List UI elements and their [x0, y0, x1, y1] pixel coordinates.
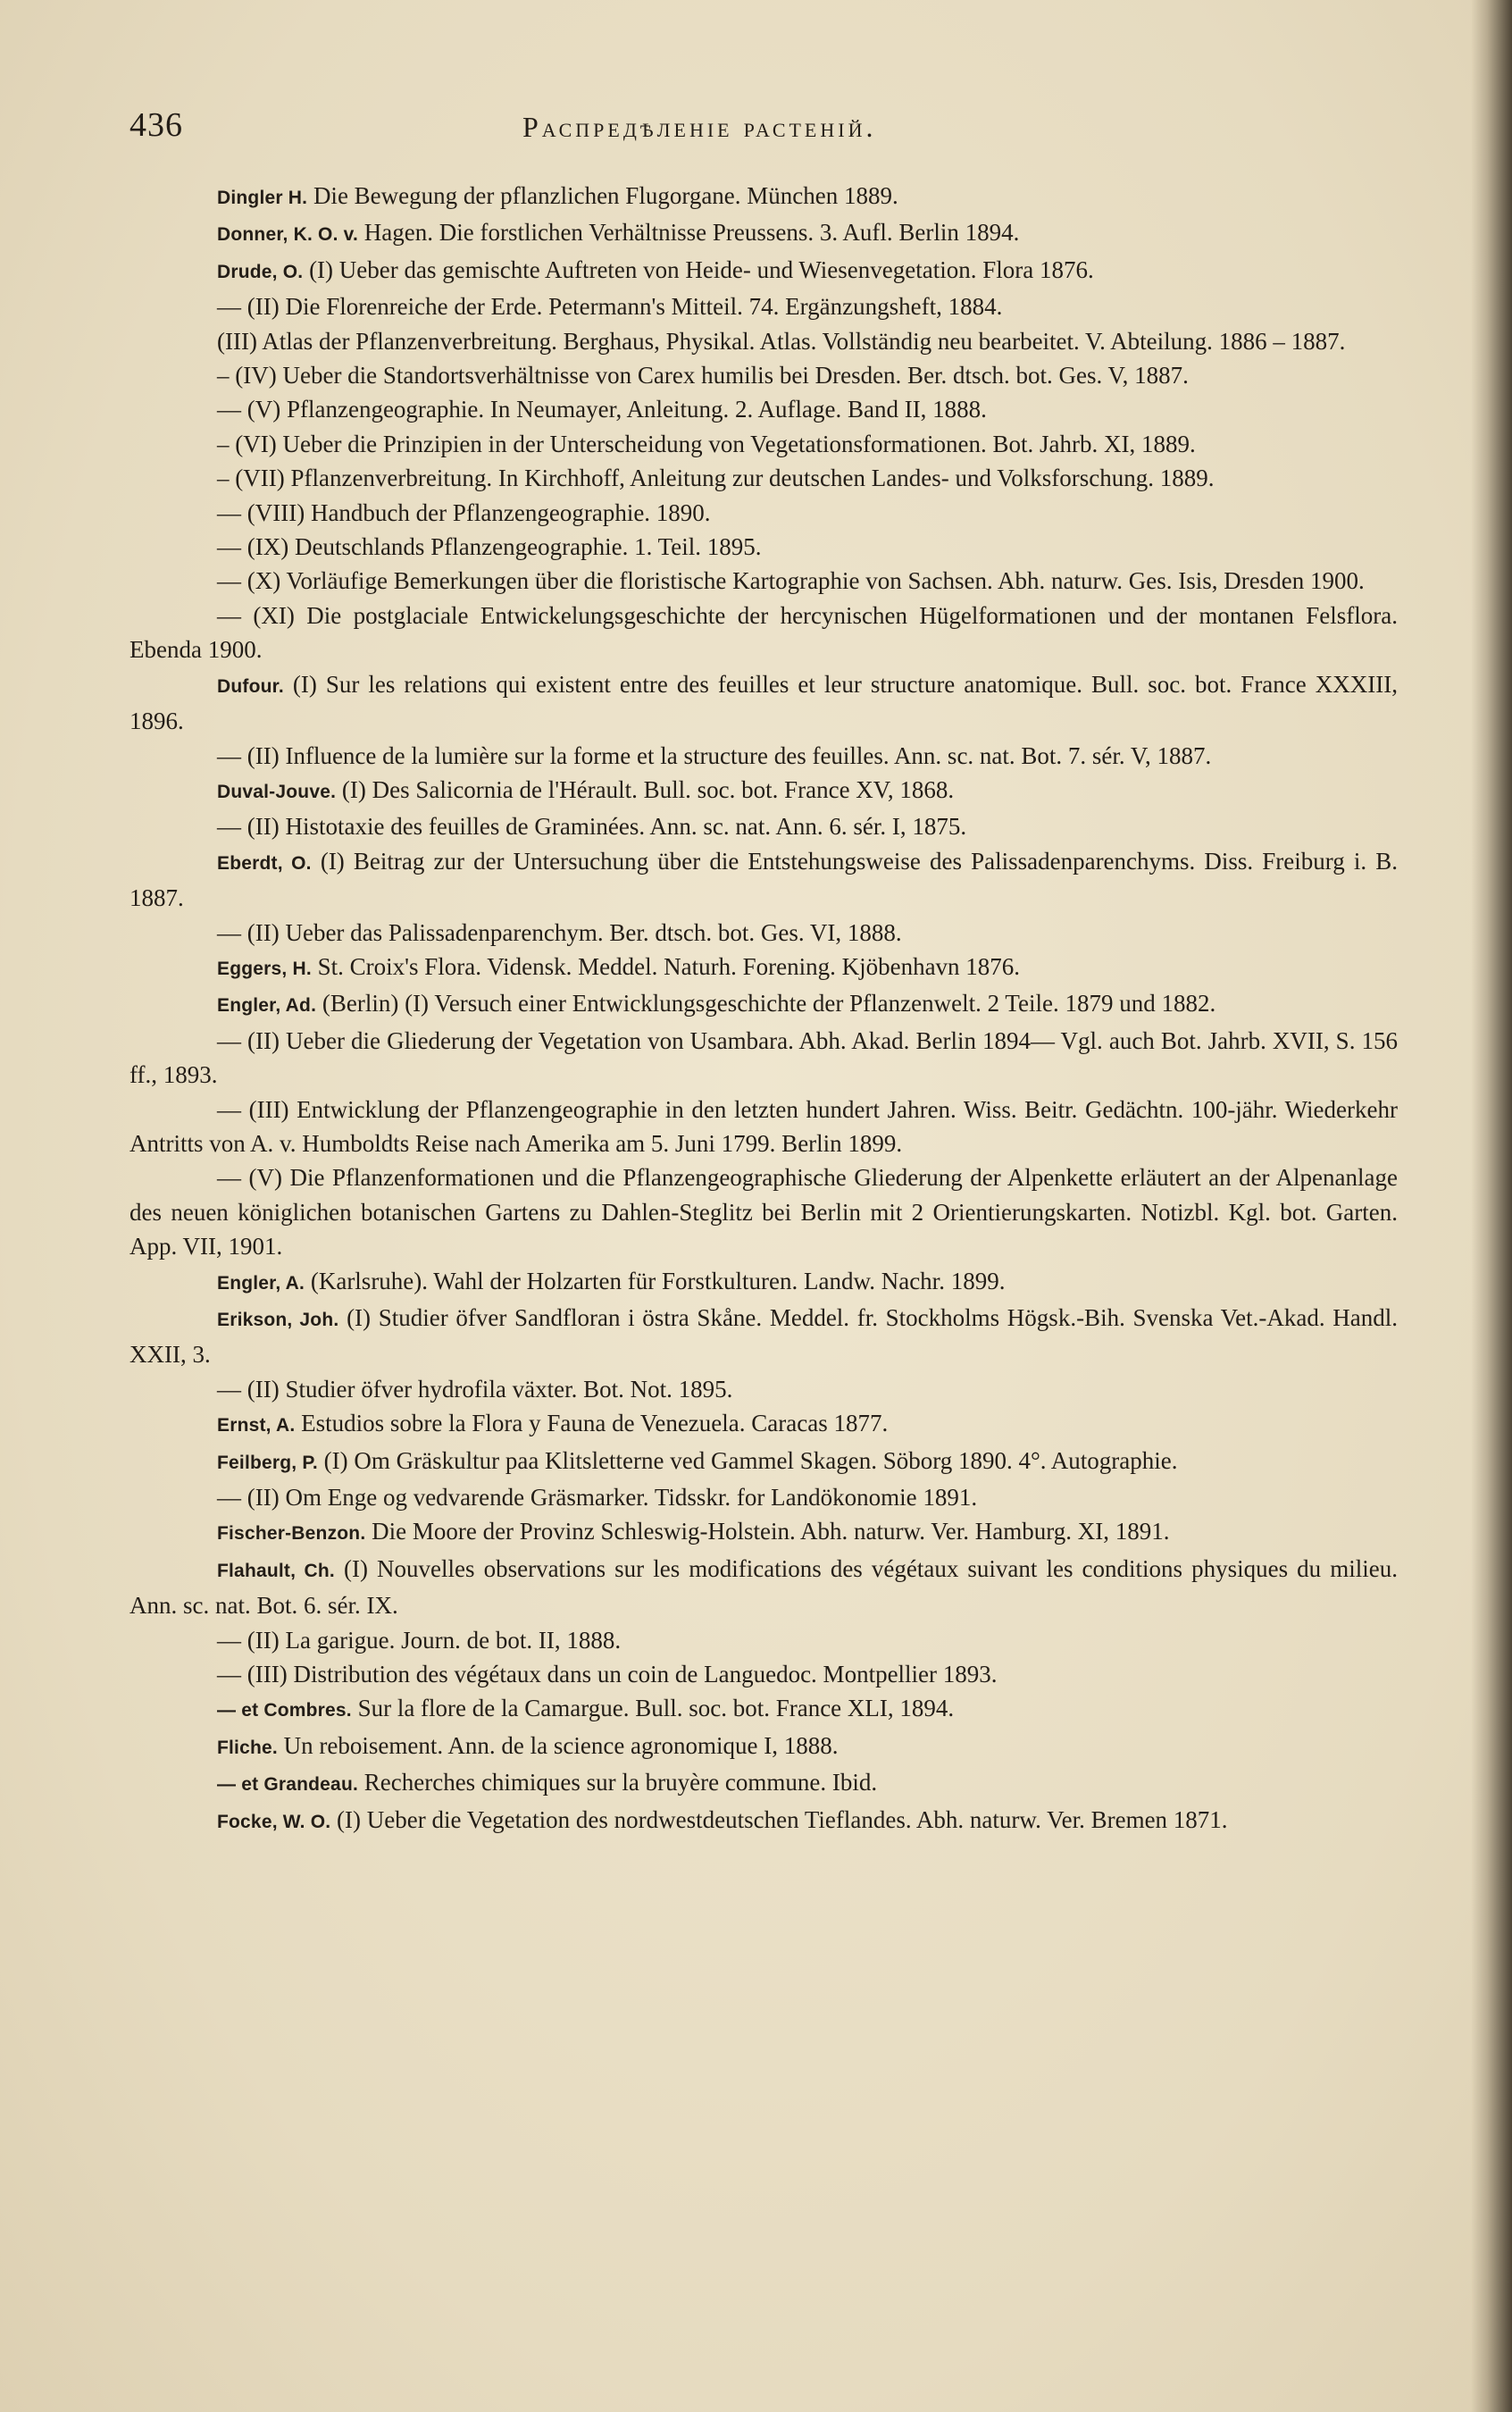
entry-text: — (V) Die Pflanzenformationen und die Pflanzengeographische Gliederung der Alpenkette erläutert an der Alpenanlage des neuen königlichen botanischen Gartens zu Dahlen-Steglitz bei Berlin mit 2 Orientierungskarten. Notizbl. Kgl. bot. Garten. App. VII, 1901.	[129, 1164, 1398, 1260]
bibliography-entry	[129, 1691, 1398, 1728]
entry-author: Dingler H.	[217, 188, 308, 208]
entry-text: (I) Sur les relations qui existent entre des feuilles et leur structure anatomique. Bull. soc. bot. France XXXIII, 1896.	[129, 670, 1398, 735]
page-edge-shadow	[1471, 0, 1512, 2412]
bibliography-entry	[129, 1623, 1398, 1657]
entry-text: Un reboisement. Ann. de la science agronomique I, 1888.	[283, 1731, 839, 1759]
entry-author: Focke, W. O.	[217, 1811, 331, 1832]
bibliography-entry	[129, 599, 1398, 667]
entry-text: (I) Ueber die Vegetation des nordwestdeutschen Tieflandes. Abh. naturw. Ver. Bremen 1871.	[337, 1805, 1228, 1833]
bibliography-entry	[129, 773, 1398, 809]
entry-text: — (II) Studier öfver hydrofila växter. Bot. Not. 1895.	[217, 1375, 733, 1403]
entry-text: — (II) Die Florenreiche der Erde. Petermann's Mitteil. 74. Ergänzungsheft, 1884.	[217, 293, 1003, 321]
bibliography-entry	[129, 739, 1398, 773]
entry-text: — (III) Distribution des végétaux dans un coin de Languedoc. Montpellier 1893.	[217, 1661, 998, 1688]
entry-text: — (III) Entwicklung der Pflanzengeographie in den letzten hundert Jahren. Wiss. Beitr. Gedächtn. 100-jähr. Wiederkehr Antritts von A. v. Humboldts Reise nach Amerika am 5. Juni 1799. Berlin 1899.	[129, 1095, 1398, 1157]
entry-text: (I) Des Salicornia de l'Hérault. Bull. soc. bot. France XV, 1868.	[341, 775, 955, 803]
bibliography-entry	[129, 1657, 1398, 1691]
bibliography-entry	[129, 564, 1398, 598]
bibliography-entry	[129, 1301, 1398, 1372]
entry-text: Hagen. Die forstlichen Verhältnisse Preussens. 3. Aufl. Berlin 1894.	[363, 219, 1020, 247]
entry-text: — (II) La garigue. Journ. de bot. II, 1888.	[217, 1626, 622, 1654]
entry-text: Die Moore der Provinz Schleswig-Holstein. Abh. naturw. Ver. Hamburg. XI, 1891.	[372, 1518, 1170, 1545]
bibliography-entry	[129, 324, 1398, 358]
bibliography-entry	[129, 1406, 1398, 1443]
bibliography-entry	[129, 427, 1398, 461]
entry-text: (I) Nouvelles observations sur les modifications des végétaux suivant les conditions physiques du milieu. Ann. sc. nat. Bot. 6. sér. IX.	[129, 1554, 1398, 1620]
entry-text: – (VI) Ueber die Prinzipien in der Unterscheidung von Vegetationsformationen. Bot. Jahrb. XI, 1889.	[217, 430, 1196, 457]
bibliography-entry	[129, 215, 1398, 252]
entry-text: (I) Studier öfver Sandfloran i östra Skåne. Meddel. fr. Stockholms Högsk.-Bih. Svenska Vet.-Akad. Handl. XXII, 3.	[129, 1304, 1399, 1369]
entry-text: — (V) Pflanzengeographie. In Neumayer, Anleitung. 2. Auflage. Band II, 1888.	[217, 396, 987, 423]
entry-author: Ernst, A.	[217, 1415, 296, 1436]
bibliography-entry	[129, 667, 1398, 739]
entry-author: Fliche.	[217, 1737, 278, 1758]
entry-author: Dufour.	[217, 675, 284, 697]
bibliography-entry	[129, 253, 1398, 289]
entry-author: Flahault, Ch.	[217, 1560, 335, 1581]
entry-text: — (II) Histotaxie des feuilles de Graminées. Ann. sc. nat. Ann. 6. sér. I, 1875.	[217, 813, 967, 841]
entry-text: (Berlin) (I) Versuch einer Entwicklungsgeschichte der Pflanzenwelt. 2 Teile. 1879 und 1882.	[322, 990, 1216, 1018]
entry-text: (I) Beitrag zur der Untersuchung über die Entstehungsweise des Palissadenparenchyms. Diss. Freiburg i. B. 1887.	[129, 847, 1398, 912]
bibliography-list	[129, 179, 1398, 1839]
bibliography-entry	[129, 1264, 1398, 1301]
bibliography-entry	[129, 1803, 1398, 1839]
entry-author: Duval-Jouve.	[217, 781, 337, 802]
entry-author: Fischer-Benzon.	[217, 1523, 366, 1545]
bibliography-entry	[129, 1093, 1398, 1161]
entry-author: Erikson, Joh.	[217, 1310, 339, 1330]
entry-text: — (VIII) Handbuch der Pflanzengeographie. 1890.	[217, 498, 711, 526]
entry-text: — (II) Influence de la lumière sur la forme et la structure des feuilles. Ann. sc. nat. Bot. 7. sér. V, 1887.	[217, 741, 1212, 769]
entry-text: (Karlsruhe). Wahl der Holzarten für Forstkulturen. Landw. Nachr. 1899.	[310, 1267, 1006, 1294]
bibliography-entry	[129, 1552, 1398, 1623]
entry-text: — (II) Ueber das Palissadenparenchym. Ber. dtsch. bot. Ges. VI, 1888.	[217, 918, 902, 946]
page-header	[129, 105, 1398, 159]
bibliography-entry	[129, 461, 1398, 495]
bibliography-entry	[129, 496, 1398, 530]
entry-author: Eberdt, O.	[217, 852, 312, 874]
bibliography-entry	[129, 179, 1398, 215]
entry-author: Drude, O.	[217, 261, 304, 282]
entry-author: — et Combres.	[217, 1700, 352, 1721]
entry-text: — (X) Vorläufige Bemerkungen über die floristische Kartographie von Sachsen. Abh. naturw. Ges. Isis, Dresden 1900.	[217, 567, 1365, 595]
entry-text: (I) Om Gräskultur paa Klitsletterne ved Gammel Skagen. Söborg 1890. 4°. Autographie.	[323, 1446, 1178, 1474]
entry-author: — et Grandeau.	[217, 1774, 359, 1796]
bibliography-entry	[129, 1729, 1398, 1765]
running-head: Распредѣленіе растеній.	[522, 111, 877, 143]
entry-text: — (XI) Die postglaciale Entwickelungsgeschichte der hercynischen Hügelformationen und der montanen Felsflora. Ebenda 1900.	[129, 601, 1398, 664]
bibliography-entry	[129, 1480, 1398, 1514]
page-number: 436	[129, 106, 183, 144]
entry-text: Recherches chimiques sur la bruyère commune. Ibid.	[363, 1769, 878, 1796]
bibliography-entry	[129, 358, 1398, 392]
bibliography-entry	[129, 1372, 1398, 1406]
bibliography-entry	[129, 530, 1398, 564]
entry-text: – (VII) Pflanzenverbreitung. In Kirchhoff, Anleitung zur deutschen Landes- und Volksforschung. 1889.	[217, 465, 1215, 492]
entry-author: Eggers, H.	[217, 958, 312, 979]
entry-text: (I) Ueber das gemischte Auftreten von Heide- und Wiesenvegetation. Flora 1876.	[309, 255, 1094, 283]
entry-text: Sur la flore de la Camargue. Bull. soc. bot. France XLI, 1894.	[357, 1695, 955, 1722]
entry-author: Engler, A.	[217, 1272, 305, 1294]
bibliography-entry	[129, 986, 1398, 1023]
bibliography-entry	[129, 844, 1398, 916]
bibliography-entry	[129, 289, 1398, 323]
bibliography-entry	[129, 1765, 1398, 1802]
entry-text: St. Croix's Flora. Vidensk. Meddel. Naturh. Forening. Kjöbenhavn 1876.	[317, 952, 1021, 980]
entry-author: Engler, Ad.	[217, 995, 317, 1017]
entry-text: — (IX) Deutschlands Pflanzengeographie. 1. Teil. 1895.	[217, 533, 762, 561]
entry-text: Die Bewegung der pflanzlichen Flugorgane. München 1889.	[313, 182, 898, 209]
entry-text: (III) Atlas der Pflanzenverbreitung. Berghaus, Physikal. Atlas. Vollständig neu bearbeitet. V. Abteilung. 1886 – 1887.	[217, 327, 1346, 355]
entry-text: – (IV) Ueber die Standortsverhältnisse von Carex humilis bei Dresden. Ber. dtsch. bot. Ges. V, 1887.	[217, 362, 1189, 389]
bibliography-entry	[129, 1160, 1398, 1263]
entry-author: Feilberg, P.	[217, 1452, 318, 1473]
bibliography-entry	[129, 950, 1398, 986]
bibliography-entry	[129, 809, 1398, 843]
bibliography-entry	[129, 916, 1398, 950]
entry-text: — (II) Ueber die Gliederung der Vegetation von Usambara. Abh. Akad. Berlin 1894— Vgl. auch Bot. Jahrb. XVII, S. 156 ff., 1893.	[129, 1026, 1398, 1089]
entry-text: — (II) Om Enge og vedvarende Gräsmarker. Tidsskr. for Landökonomie 1891.	[217, 1484, 978, 1512]
entry-text: Estudios sobre la Flora y Fauna de Venezuela. Caracas 1877.	[301, 1410, 889, 1437]
bibliography-entry	[129, 1024, 1398, 1093]
entry-author: Donner, K. O. v.	[217, 224, 359, 246]
bibliography-entry	[129, 1514, 1398, 1551]
bibliography-entry	[129, 1444, 1398, 1480]
bibliography-entry	[129, 392, 1398, 426]
